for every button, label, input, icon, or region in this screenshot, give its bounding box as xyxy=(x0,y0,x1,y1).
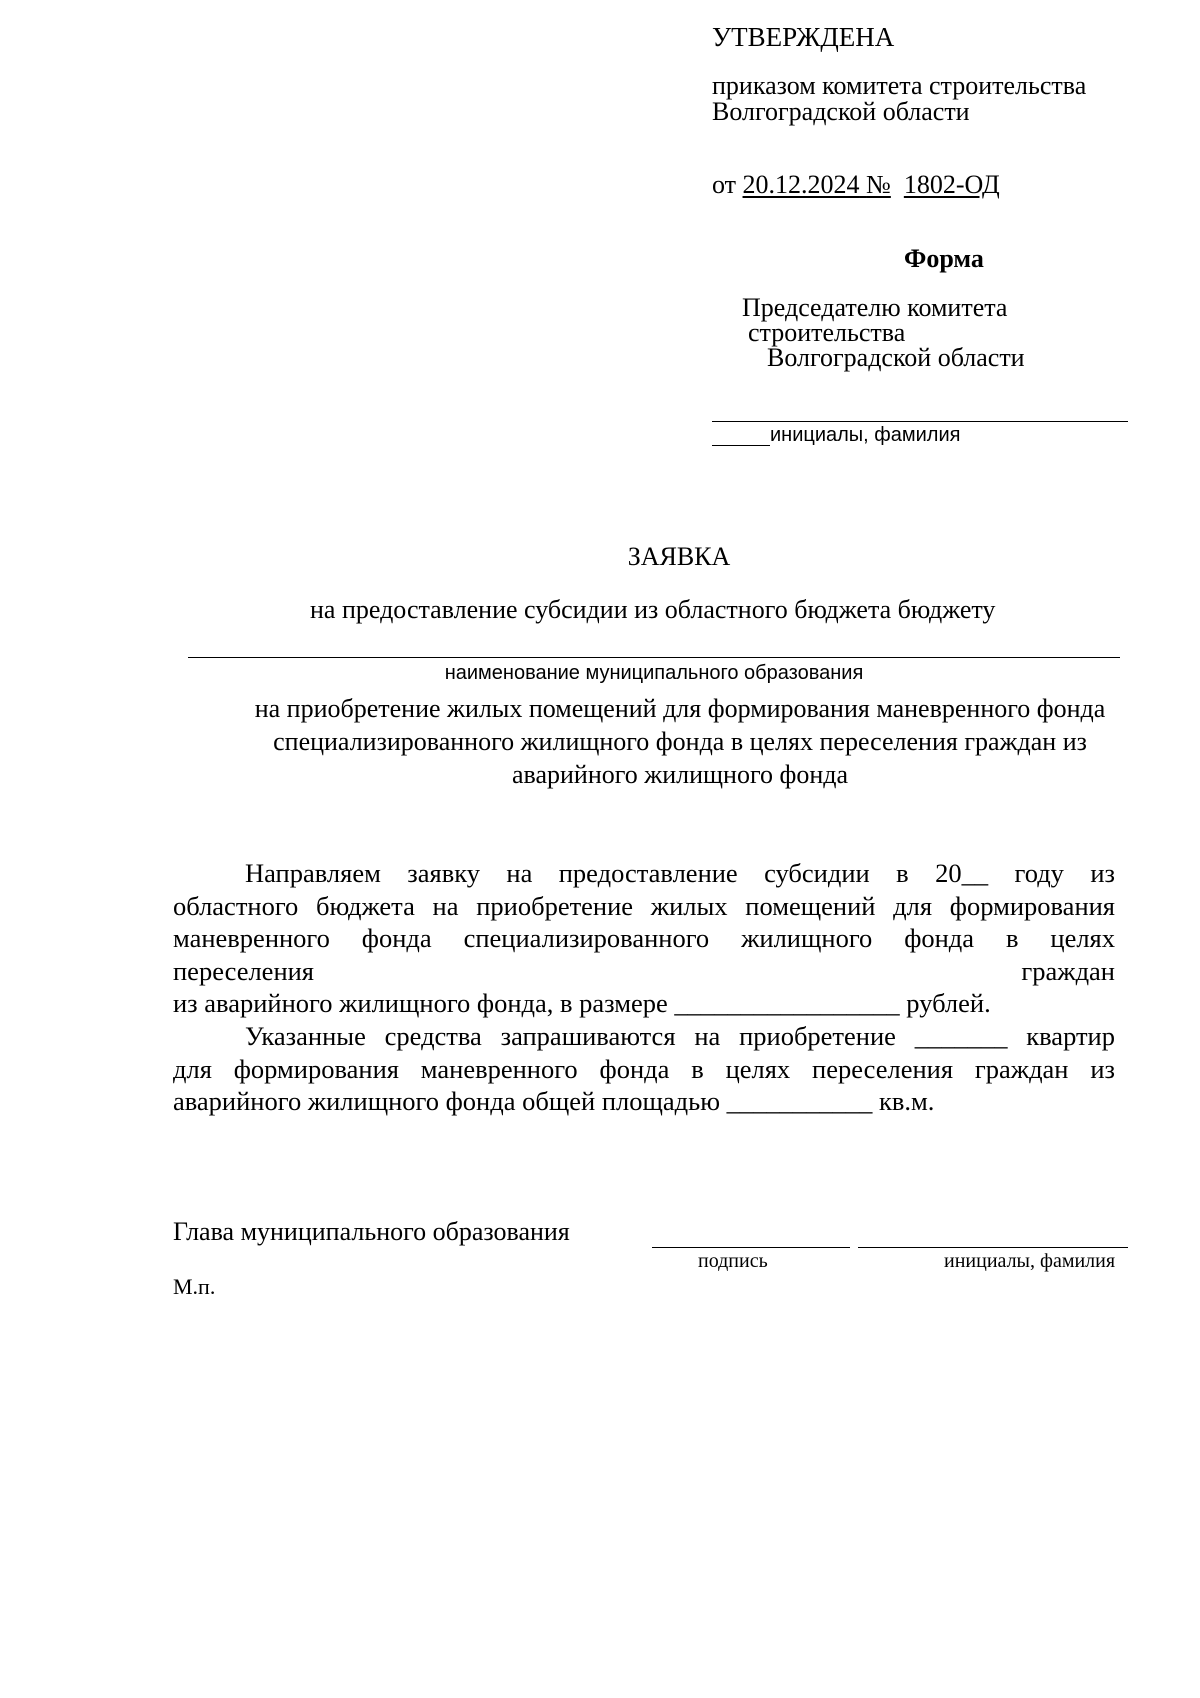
signatory-role: Глава муниципального образования xyxy=(173,1217,570,1246)
order-date-line xyxy=(712,170,1000,200)
p1-line-1: Направляем заявку на предоставление субсидии в 20__ году из xyxy=(245,858,1115,888)
approved-label: УТВЕРЖДЕНА xyxy=(712,22,895,52)
order-line-2: Волгоградской области xyxy=(712,97,970,126)
order-date: 20.12.2024 xyxy=(742,170,860,199)
p2-line-2: для формирования маневренного фонда в целях переселения граждан из xyxy=(173,1053,1115,1084)
form-label: Форма xyxy=(904,244,984,273)
addressee-line-2: строительства xyxy=(748,318,906,347)
document-subtitle: на предоставление субсидии из областного бюджета бюджету xyxy=(310,595,996,624)
date-prefix: от xyxy=(712,170,737,199)
addressee-name-underline xyxy=(712,445,770,446)
p2-line-3: аварийного жилищного фонда общей площадью ___________ кв.м. xyxy=(173,1086,935,1116)
order-line-1: приказом комитета строительства xyxy=(712,71,1087,100)
p1-line-3: маневренного фонда специализированного жилищного фонда в целях xyxy=(173,923,1115,953)
municipality-hint: наименование муниципального образования xyxy=(444,662,864,684)
number-sign: № xyxy=(866,170,891,199)
purpose-line-3: аварийного жилищного фонда xyxy=(511,760,849,789)
order-number: 1802-ОД xyxy=(903,170,1000,199)
p1-line-4: переселения граждан xyxy=(173,955,1115,986)
document-heading: ЗАЯВКА xyxy=(627,542,731,571)
body-paragraph-1 xyxy=(173,857,1115,1020)
addressee-line-3: Волгоградской области xyxy=(767,343,1025,372)
stamp-place: М.п. xyxy=(173,1274,216,1299)
addressee-name-hint: инициалы, фамилия xyxy=(770,424,961,446)
municipality-line xyxy=(188,657,1120,658)
p1-line-5: из аварийного жилищного фонда, в размере _________________ рублей. xyxy=(173,988,991,1018)
p1-line-2: областного бюджета на приобретение жилых помещений для формирования xyxy=(173,890,1115,921)
purpose-line-1: на приобретение жилых помещений для формирования маневренного фонда xyxy=(254,694,1106,723)
addressee-line-1: Председателю комитета xyxy=(742,293,1008,322)
p2-line-1: Указанные средства запрашиваются на приобретение _______ квартир xyxy=(245,1021,1115,1051)
signatory-name-line xyxy=(858,1247,1128,1248)
body-paragraph-2 xyxy=(173,1020,1115,1118)
purpose-line-2: специализированного жилищного фонда в целях переселения граждан из xyxy=(273,727,1087,756)
signature-line xyxy=(652,1247,850,1248)
signature-hint: подпись xyxy=(698,1250,768,1272)
addressee-name-line xyxy=(712,421,1128,422)
signatory-name-hint: инициалы, фамилия xyxy=(944,1250,1116,1272)
